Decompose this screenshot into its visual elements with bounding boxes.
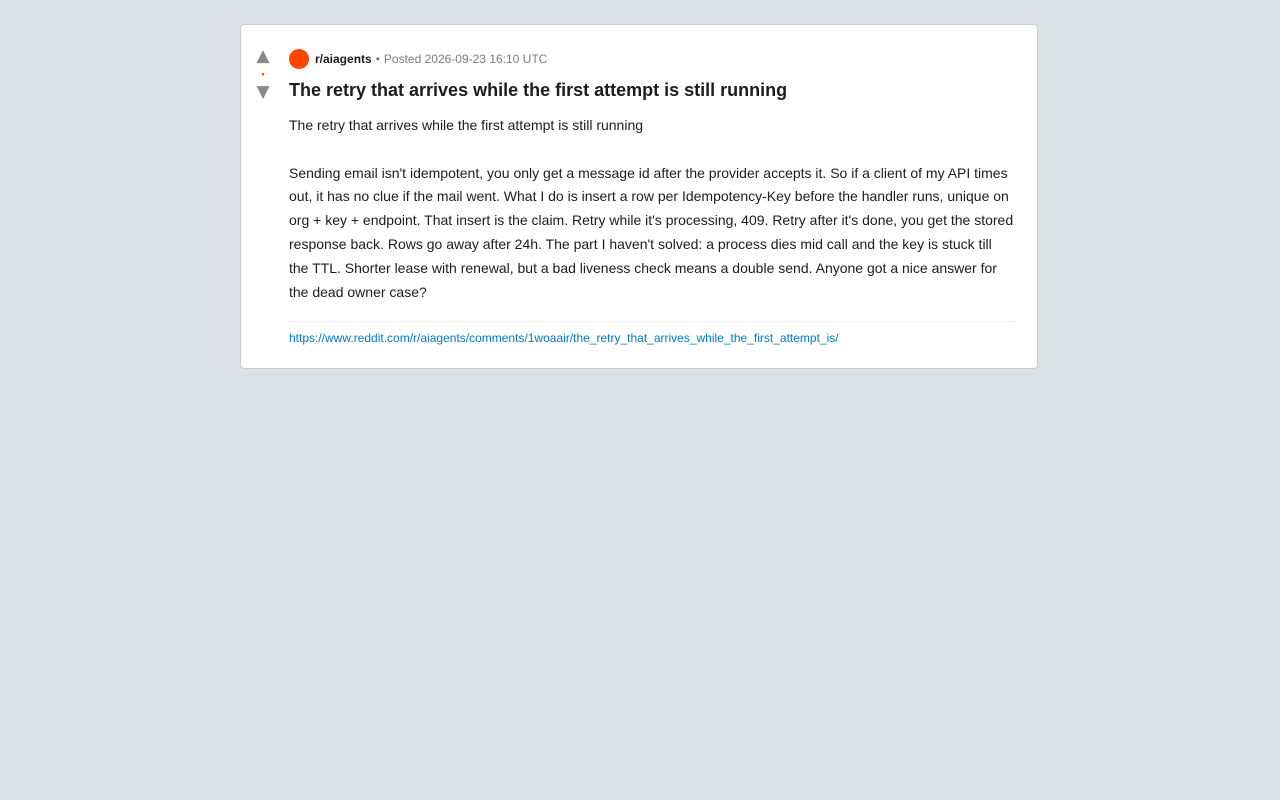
meta-separator: • <box>375 52 380 66</box>
post-title[interactable]: The retry that arrives while the first attempt is still running <box>289 80 788 100</box>
post-body <box>289 114 1015 304</box>
post-url-link[interactable]: https://www.reddit.com/r/aiagents/comments/1woaair/the_retry_that_arrives_while_the_first_attempt_is/ <box>289 331 839 346</box>
post-meta <box>289 49 1015 69</box>
downvote-icon[interactable]: ▼ <box>256 82 270 102</box>
posted-timestamp: Posted 2026-09-23 16:10 UTC <box>383 52 548 66</box>
upvote-icon[interactable]: ▲ <box>256 46 270 66</box>
divider <box>289 321 1015 322</box>
post-body-paragraph: Sending email isn't idempotent, you only get a message id after the provider accepts it. So if a client of my API times out, it has no clue if the mail went. What I do is insert a row per Idempotency-Key before the handler runs, unique on org + key + endpoint. That insert is the claim. Retry while it's processing, 409. Retry after it's done, you get the stored response back. Rows go away after 24h. The part I haven't solved: a process dies mid call and the key is stuck till the TTL. Shorter lease with renewal, but a bad liveness check means a double send. Anyone got a nice answer for the dead owner case? <box>289 164 1014 300</box>
subreddit-link[interactable]: r/aiagents <box>315 52 372 66</box>
vote-score: • <box>261 69 265 79</box>
subreddit-avatar[interactable] <box>289 49 309 69</box>
post-body-paragraph: The retry that arrives while the first attempt is still running <box>289 117 644 133</box>
vote-column <box>241 47 285 101</box>
post-content <box>289 49 1015 345</box>
post-card <box>240 24 1038 369</box>
